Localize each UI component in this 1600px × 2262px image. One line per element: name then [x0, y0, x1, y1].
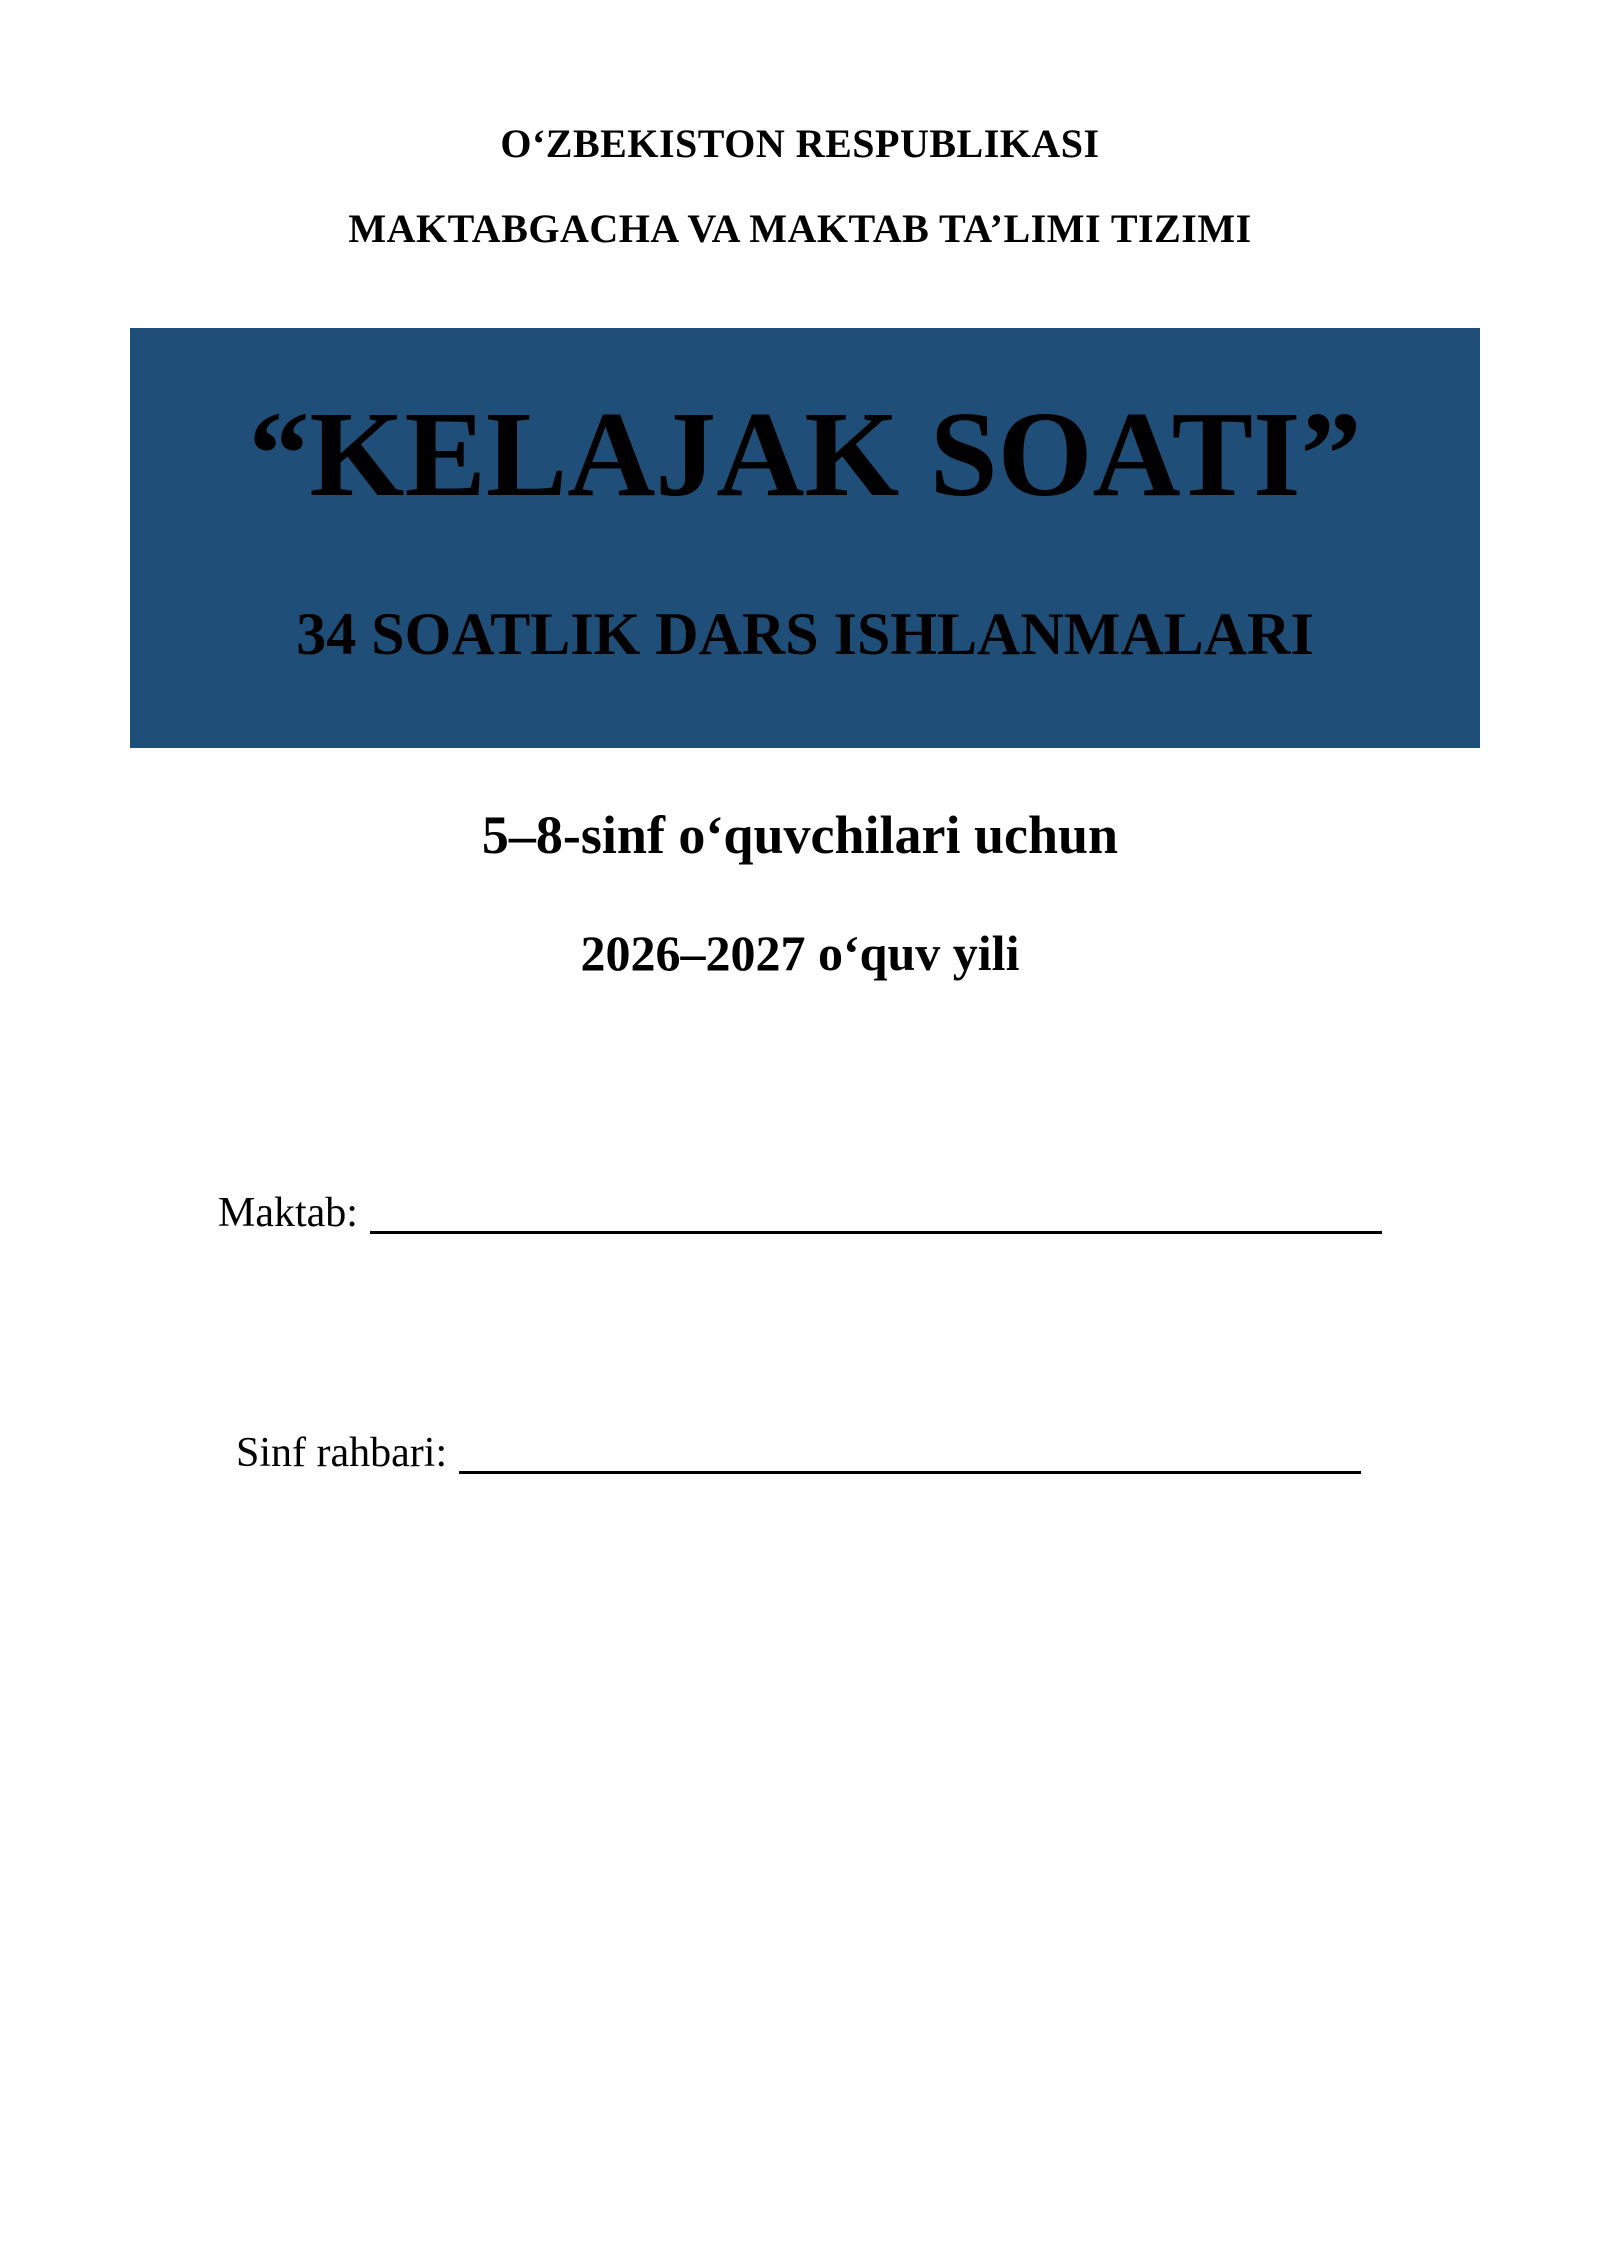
- title-banner: [130, 328, 1480, 748]
- class-teacher-blank-line: [459, 1435, 1361, 1474]
- header-education-system: MAKTABGACHA VA MAKTAB TA’LIMI TIZIMI: [348, 206, 1252, 251]
- class-teacher-label: Sinf rahbari:: [236, 1430, 448, 1476]
- school-blank-line: [370, 1195, 1382, 1234]
- class-teacher-field: [236, 1432, 1361, 1474]
- header-republic: O‘ZBEKISTON RESPUBLIKASI: [500, 121, 1100, 166]
- banner-subtitle: 34 SOATLIK DARS ISHLANMALARI: [296, 601, 1314, 667]
- banner-title: “KELAJAK SOATI”: [248, 387, 1362, 522]
- audience-text: 5–8-sinf o‘quvchilari uchun: [481, 805, 1119, 865]
- school-field: [218, 1192, 1382, 1234]
- academic-year-text: 2026–2027 o‘quv yili: [580, 925, 1020, 981]
- school-label: Maktab:: [218, 1190, 358, 1236]
